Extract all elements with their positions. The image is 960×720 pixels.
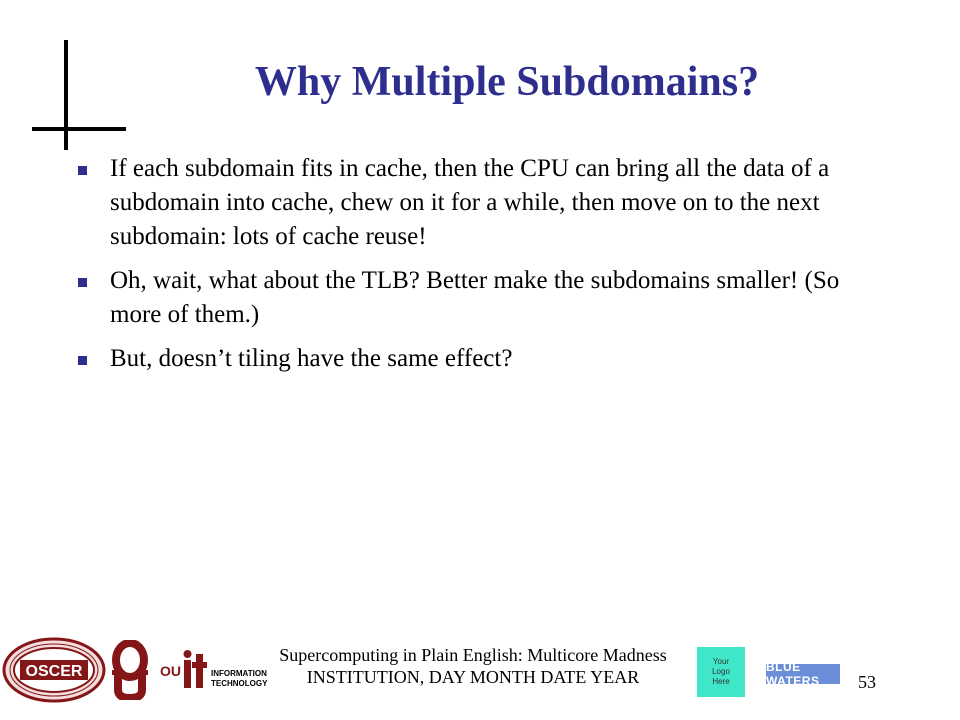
svg-text:OU: OU xyxy=(160,663,181,679)
oscer-logo xyxy=(2,636,106,704)
bullet-item: Oh, wait, what about the TLB? Better make the subdomains smaller! (So more of them.) xyxy=(72,264,892,332)
footer-text xyxy=(258,644,688,688)
svg-text:TECHNOLOGY: TECHNOLOGY xyxy=(211,679,268,688)
page-number: 53 xyxy=(858,672,876,692)
bullet-item: But, doesn’t tiling have the same effect? xyxy=(72,342,892,376)
ou-logo xyxy=(110,640,158,700)
svg-text:OSCER: OSCER xyxy=(25,663,83,680)
slide-title: Why Multiple Subdomains? xyxy=(254,59,760,105)
it-logo xyxy=(158,646,268,694)
bullet-square-icon xyxy=(78,278,87,287)
bullet-square-icon xyxy=(78,166,87,175)
bullet-square-icon xyxy=(78,356,87,365)
footer-line-2: INSTITUTION, DAY MONTH DATE YEAR xyxy=(306,667,640,687)
bullet-item: If each subdomain fits in cache, then the CPU can bring all the data of a subdomain into cache, chew on it for a while, then move on to the next subdomain: lots of cache reuse! xyxy=(72,152,892,254)
logo-placeholder: Your Logo Here xyxy=(697,647,745,697)
footer-line-1: Supercomputing in Plain English: Multicore Madness xyxy=(279,645,667,665)
corner-horizontal-line xyxy=(32,127,126,131)
svg-text:INFORMATION: INFORMATION xyxy=(211,669,267,678)
bullet-list xyxy=(72,152,892,386)
blue-waters-logo: BLUE WATERS xyxy=(766,664,840,684)
